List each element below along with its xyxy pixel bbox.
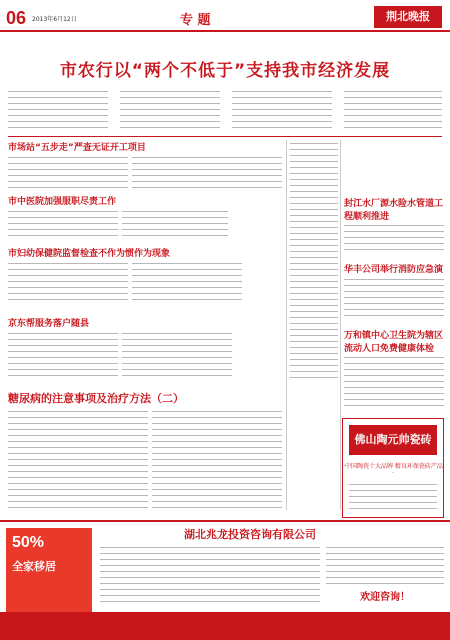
article-title: 封江水厂源水险水管道工程顺利推进	[344, 199, 444, 222]
article-body	[132, 154, 282, 190]
main-headline: 市农行以“两个不低于”支持我市经济发展	[59, 61, 391, 81]
ad-left-text: 全家移居	[12, 560, 56, 573]
article-body	[8, 330, 118, 380]
lead-col-2	[120, 88, 220, 132]
article-title: 华丰公司举行消防应急演	[344, 265, 444, 275]
ad-body	[100, 544, 320, 606]
article-body	[344, 354, 444, 410]
article-body	[152, 408, 282, 512]
lead-article	[8, 88, 442, 132]
article-body	[8, 408, 148, 512]
article-body	[8, 260, 128, 300]
divider	[8, 136, 442, 137]
issue-date: 2013年6月12日	[32, 16, 77, 23]
article-body	[122, 208, 228, 238]
article-body	[132, 260, 242, 300]
ad-title: 湖北兆龙投资咨询有限公司	[184, 528, 316, 541]
article-body	[8, 154, 128, 190]
article-title: 万和镇中心卫生院为辖区流动人口免费健康体检	[344, 331, 444, 354]
foshan-ad	[342, 418, 444, 518]
ad-body	[326, 544, 444, 584]
article-title: 京东帮服务落户随县	[8, 319, 90, 329]
ad-left-box	[6, 528, 92, 614]
article-title: 市中医院加强服职尽责工作	[8, 197, 117, 207]
foshan-body	[349, 481, 437, 511]
article-title: 糖尿病的注意事项及治疗方法（二）	[8, 392, 184, 405]
page-header	[0, 0, 450, 32]
ad-closing: 欢迎咨询！	[360, 592, 410, 603]
lead-col-3	[232, 88, 332, 132]
paper-name: 荆北晚报	[374, 6, 442, 28]
article-body	[344, 222, 444, 252]
article-body	[122, 330, 232, 380]
column-divider	[340, 140, 341, 510]
section-title: 专 题	[180, 13, 211, 28]
lead-col-1	[8, 88, 108, 132]
article-body	[8, 208, 118, 238]
foshan-title: 佛山陶元帅瓷砖	[349, 425, 437, 455]
article-body	[344, 276, 444, 320]
lead-col-4	[344, 88, 442, 132]
article-body	[290, 140, 338, 380]
article-title: 市妇幼保健院监督检查不作为惯作为现象	[8, 249, 171, 259]
column-divider	[286, 140, 287, 510]
ad-footer-strip	[0, 612, 450, 640]
foshan-slogan: ·中国陶瓷十大品牌 精良环保瓷砖产品·	[343, 463, 443, 477]
article-title: 市场站“五步走”严查无证开工项目	[8, 143, 146, 153]
page-number: 06	[6, 8, 27, 28]
ad-left-percent: 50%	[12, 534, 45, 551]
